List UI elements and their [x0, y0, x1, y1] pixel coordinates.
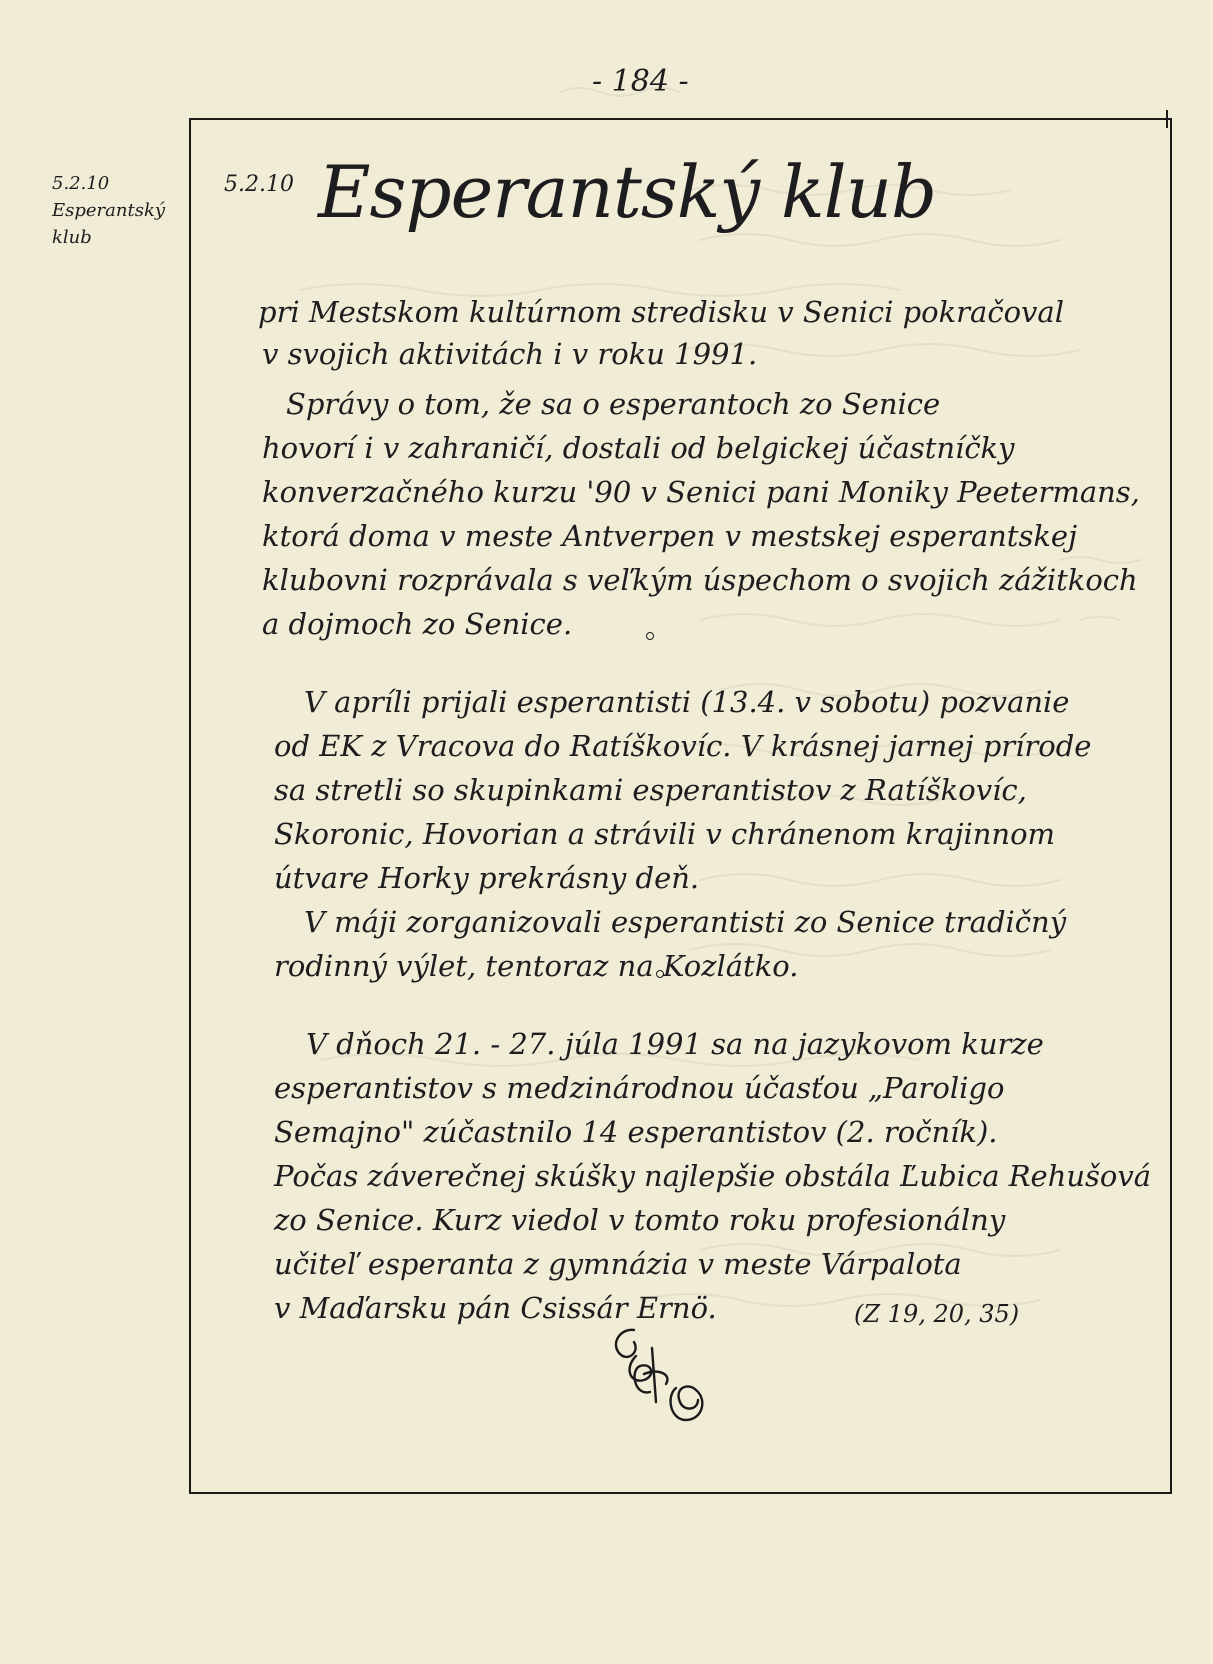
margin-note-line1: Esperantský	[52, 200, 166, 221]
entry-date: 5.2.10	[224, 172, 294, 197]
body-line: esperantistov s medzinárodnou účasťou „Paroligo	[274, 1071, 1005, 1105]
body-line: sa stretli so skupinkami esperantistov z Ratíškovíc,	[274, 773, 1027, 807]
body-line: V máji zorganizovali esperantisti zo Senice tradičný	[304, 905, 1067, 939]
body-line: Počas záverečnej skúšky najlepšie obstála Ľubica Rehušová	[274, 1159, 1152, 1193]
body-line: ktorá doma v meste Antverpen v mestskej esperantskej	[262, 519, 1078, 553]
section-separator-dot	[656, 970, 664, 978]
chronicler-signature	[600, 1322, 718, 1428]
body-line: zo Senice. Kurz viedol v tomto roku profesionálny	[274, 1203, 1006, 1237]
body-line: rodinný výlet, tentoraz na Kozlátko.	[274, 949, 799, 983]
body-line: v svojich aktivitách i v roku 1991.	[262, 337, 758, 371]
body-line: konverzačného kurzu '90 v Senici pani Moniky Peetermans,	[262, 475, 1140, 509]
body-line: útvare Horky prekrásny deň.	[274, 861, 700, 895]
body-line: Správy o tom, že sa o esperantoch zo Senice	[286, 387, 941, 421]
margin-note-line2: klub	[52, 227, 92, 248]
frame-corner-mark	[1166, 110, 1168, 128]
margin-note-date: 5.2.10	[52, 173, 110, 194]
body-line: od EK z Vracova do Ratíškovíc. V krásnej jarnej prírode	[274, 729, 1092, 763]
body-line: a dojmoch zo Senice.	[262, 607, 573, 641]
body-line: v Maďarsku pán Csissár Ernö.	[274, 1291, 717, 1325]
body-line: V apríli prijali esperantisti (13.4. v sobotu) pozvanie	[304, 685, 1070, 719]
body-line: Semajno" zúčastnilo 14 esperantistov (2. ročník).	[274, 1115, 998, 1149]
page-number: - 184 -	[592, 64, 689, 99]
body-line: učiteľ esperanta z gymnázia v meste Várpalota	[274, 1247, 962, 1281]
body-line: pri Mestskom kultúrnom stredisku v Senici pokračoval	[258, 295, 1064, 329]
body-line: Skoronic, Hovorian a strávili v chránenom krajinnom	[274, 817, 1056, 851]
entry-title: Esperantský klub	[318, 150, 937, 234]
margin-note	[52, 170, 192, 251]
body-line: klubovni rozprávala s veľkým úspechom o svojich zážitkoch	[262, 563, 1138, 597]
source-reference: (Z 19, 20, 35)	[854, 1300, 1020, 1328]
body-line: hovorí i v zahraničí, dostali od belgickej účastníčky	[262, 431, 1015, 465]
body-line: V dňoch 21. - 27. júla 1991 sa na jazykovom kurze	[306, 1027, 1044, 1061]
section-separator-dot	[646, 632, 654, 640]
